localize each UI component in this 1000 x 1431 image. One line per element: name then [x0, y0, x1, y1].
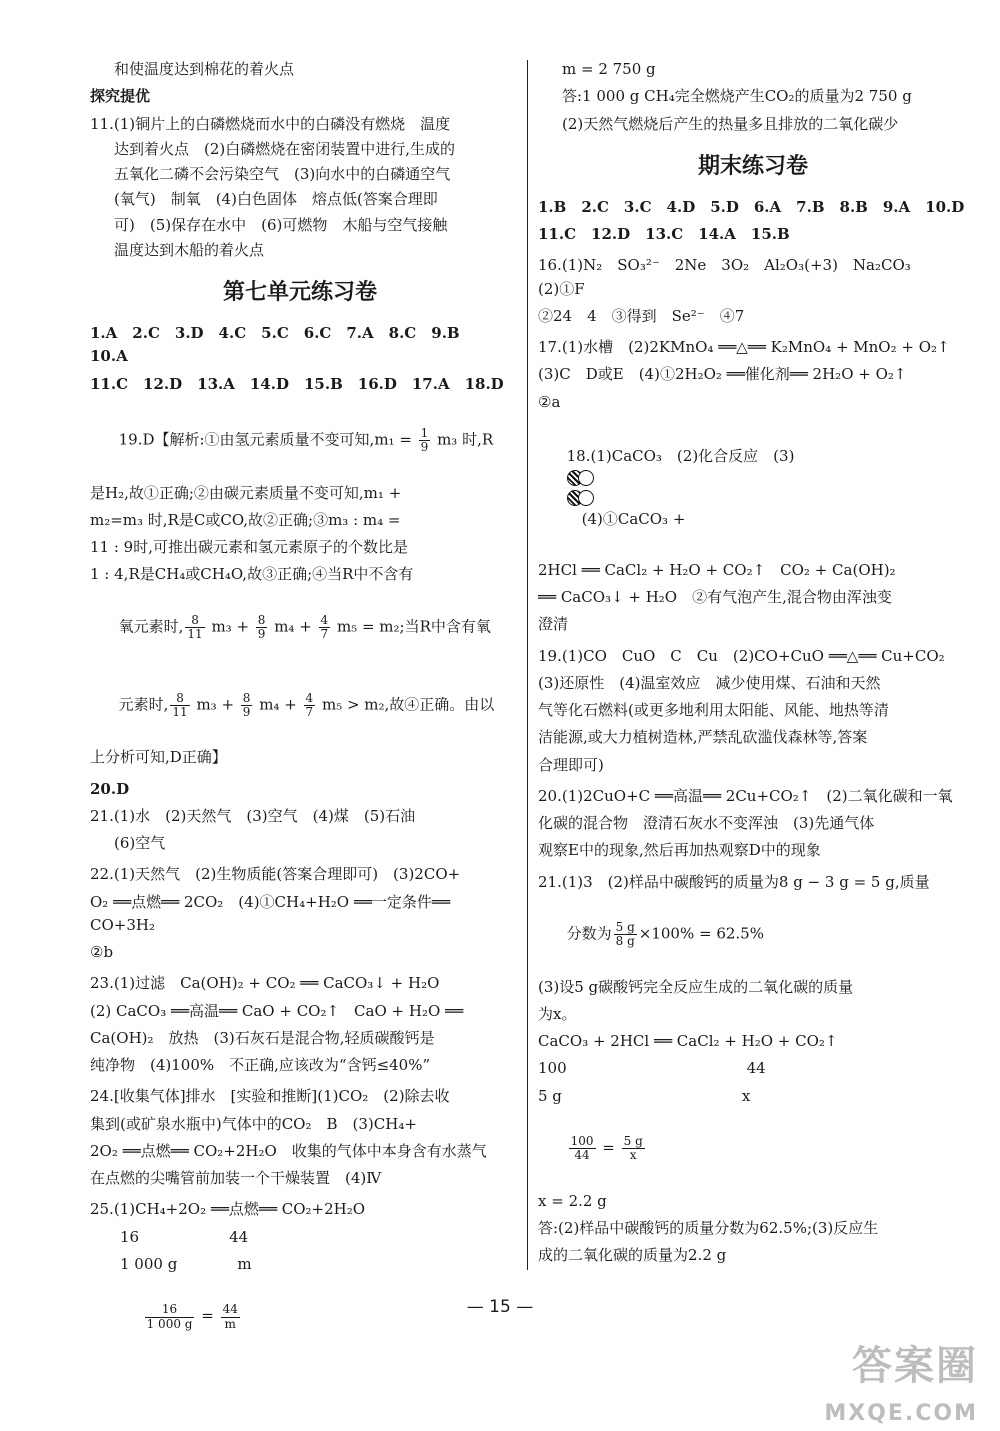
denominator: 11 [172, 705, 188, 720]
answer-25 [90, 1198, 510, 1354]
text-line: x = 2.2 g [538, 1191, 607, 1210]
text-line: (3)设5 g碳酸钙完全反应生成的二氧化碳的质量 [538, 977, 854, 996]
text-line: (3)C D或E (4)①2H₂O₂ ══催化剂══ 2H₂O + O₂↑ [538, 365, 907, 384]
molecule-icon [567, 468, 593, 488]
fraction [622, 1135, 645, 1162]
proportion-line: $\frac{100}{44}$ = $\frac{5 g}{x}$ [570, 1134, 643, 1163]
text-line [90, 591, 510, 665]
fraction [419, 427, 431, 454]
text-segment: 氧元素时, [118, 617, 184, 636]
text-line: (氧气) 制氧 (4)白色固体 熔点低(答案合理即 [114, 190, 438, 209]
answer-22 [90, 863, 510, 964]
text-line: 澄清 [538, 615, 569, 634]
text-segment: m₅ > m₂,故④正确。由以 [317, 695, 495, 714]
answer-20: 20.D [90, 779, 130, 798]
multiple-choice-answers [538, 196, 968, 247]
text-segment: (4)①CaCO₃ + [566, 510, 686, 529]
text-line: 1.B 2.C 3.C 4.D 5.D 6.A 7.B 8.B 9.A 10.D [538, 197, 965, 216]
answer-24 [90, 1085, 510, 1190]
fraction [614, 921, 637, 948]
text-line: 1 000 g m [90, 1254, 252, 1273]
text-line: O₂ ══点燃══ 2CO₂ (4)①CH₄+H₂O ══一定条件══ CO+3H₂ [90, 892, 455, 934]
watermark-text: 答案圈 [852, 1343, 978, 1389]
text-segment: 19.D【解析:①由氢元素质量不变可知,m₁ = [118, 430, 417, 449]
text-line [90, 669, 510, 743]
text-line: Ca(OH)₂ 放热 (3)石灰石是混合物,轻质碳酸钙是 [90, 1028, 435, 1047]
text-line: ②a [538, 392, 561, 411]
text-segment: 18.(1)CaCO₃ (2)化合反应 (3) [566, 447, 795, 466]
text-line: 可) (5)保存在水中 (6)可燃物 木船与空气接触 [114, 215, 448, 234]
answer-19 [90, 404, 510, 770]
multiple-choice-answers [90, 322, 510, 396]
text-line: 11 : 9时,可推出碳元素和氢元素原子的个数比是 [90, 538, 408, 557]
page-number: — 15 — [466, 1296, 534, 1317]
numerator: 4 [305, 690, 314, 705]
molecule-diagram-icon [567, 468, 593, 508]
text-line: 2O₂ ══点燃══ CO₂+2H₂O 收集的气体中本身含有水蒸气 [90, 1141, 487, 1160]
text-segment: m₃ + [191, 695, 239, 714]
text-line: 成的二氧化碳的质量为2.2 g [538, 1246, 727, 1265]
denominator: 9 [257, 627, 266, 642]
text-line: 11.(1)铜片上的白磷燃烧而水中的白磷没有燃烧 温度 [90, 114, 451, 133]
answer-18 [538, 422, 968, 637]
text-line: 观察E中的现象,然后再加热观察D中的现象 [538, 841, 821, 860]
watermark-url: MXQE.COM [824, 1401, 978, 1426]
text-line: 化碳的混合物 澄清石灰水不变浑浊 (3)先通气体 [538, 814, 875, 833]
text-line: 合理即可) [538, 755, 604, 774]
text-line: 为x。 [538, 1004, 577, 1023]
text-line: 纯净物 (4)100% 不正确,应该改为“含钙≤40%” [90, 1056, 431, 1075]
text-line: 23.(1)过滤 Ca(OH)₂ + CO₂ ══ CaCO₃↓ + H₂O [90, 974, 440, 993]
text-segment: m₄ + [254, 695, 302, 714]
text-line: 温度达到木船的着火点 [114, 240, 265, 259]
text-line: ②24 4 ③得到 Se²⁻ ④7 [538, 306, 745, 325]
numerator: 5 g [623, 1134, 643, 1149]
text-line: (3)还原性 (4)温室效应 减少使用煤、石油和天然 [538, 673, 881, 692]
fraction [241, 692, 253, 719]
molecule-icon [567, 488, 593, 508]
answer-21 [90, 805, 510, 856]
answer-17 [538, 336, 968, 414]
denominator: m [224, 1316, 236, 1331]
column-divider [527, 60, 528, 1270]
text-line: ══ CaCO₃↓ + H₂O ②有气泡产生,混合物由浑浊变 [538, 588, 892, 607]
text-line: 上分析可知,D正确】 [90, 748, 227, 767]
text-line: 21.(1)水 (2)天然气 (3)空气 (4)煤 (5)石油 [90, 806, 416, 825]
text-line: 和使温度达到棉花的着火点 [114, 60, 295, 78]
text-line: m = 2 750 g [562, 60, 656, 78]
text-line [538, 422, 968, 555]
text-line: 20.(1)2CuO+C ══高温══ 2Cu+CO₂↑ (2)二氧化碳和一氧 [538, 786, 953, 805]
text-line: CaCO₃ + 2HCl ══ CaCl₂ + H₂O + CO₂↑ [538, 1032, 838, 1051]
text-line: ②b [90, 943, 114, 962]
numerator: 5 g [615, 920, 635, 935]
answer-21 [538, 871, 968, 1268]
answer-23 [90, 972, 510, 1077]
text-line: 2HCl ══ CaCl₂ + H₂O + CO₂↑ CO₂ + Ca(OH)₂ [538, 560, 896, 579]
text-segment: m₃ + [206, 617, 254, 636]
text-line: 16.(1)N₂ SO₃²⁻ 2Ne 3O₂ Al₂O₃(+3) Na₂CO₃ (2)①F [538, 256, 926, 298]
right-column [538, 58, 968, 1276]
text-line: 答:1 000 g CH₄完全燃烧产生CO₂的质量为2 750 g [562, 87, 912, 106]
denominator: 1 000 g [146, 1316, 193, 1331]
watermark-logo [778, 1335, 978, 1426]
fraction [256, 614, 268, 641]
fraction [304, 692, 316, 719]
section-heading-final: 期末练习卷 [697, 153, 808, 179]
text-line: 是H₂,故①正确;②由碳元素质量不变可知,m₁ + [90, 483, 402, 502]
text-line: 五氧化二磷不会污染空气 (3)向水中的白磷通空气 [114, 165, 451, 183]
answer-11 [90, 113, 510, 263]
text-segment: 元素时, [118, 695, 169, 714]
text-segment: 分数为 [566, 924, 612, 943]
denominator: x [629, 1148, 637, 1163]
text-segment: m₄ + [269, 617, 317, 636]
text-line: 在点燃的尖嘴管前加装一个干燥装置 (4)Ⅳ [90, 1169, 382, 1188]
text-line: 17.(1)水槽 (2)2KMnO₄ ══△══ K₂MnO₄ + MnO₂ + O₂↑ [538, 338, 950, 357]
text-segment: m₃ 时,R [432, 430, 494, 449]
text-line: 19.(1)CO CuO C Cu (2)CO+CuO ══△══ Cu+CO₂ [538, 646, 945, 665]
text-line: 100 44 [538, 1059, 766, 1078]
numerator: 8 [170, 692, 189, 706]
answer-20 [538, 785, 968, 863]
numerator: 8 [242, 690, 251, 705]
text-line: 16 44 [90, 1227, 249, 1246]
text-line [90, 404, 510, 478]
numerator: 1 [420, 426, 429, 441]
numerator: 4 [320, 612, 329, 627]
text-line: 答:(2)样品中碳酸钙的质量分数为62.5%;(3)反应生 [538, 1219, 879, 1238]
text-line: 洁能源,或大力植树造林,严禁乱砍滥伐森林等,答案 [538, 728, 868, 747]
fraction [569, 1135, 596, 1162]
text-line: 集到(或矿泉水瓶中)气体中的CO₂ B (3)CH₄+ [90, 1114, 417, 1133]
text-line: 5 g x [538, 1086, 751, 1105]
numerator: 8 [185, 614, 204, 628]
denominator: 9 [420, 440, 429, 455]
numerator: 8 [257, 612, 266, 627]
text-line: 11.C 12.D 13.A 14.D 15.B 16.D 17.A 18.D [90, 374, 504, 393]
text-line: 25.(1)CH₄+2O₂ ══点燃══ CO₂+2H₂O [90, 1200, 366, 1219]
text-line: m₂=m₃ 时,R是C或CO,故②正确;③m₃ : m₄ = [90, 510, 401, 529]
denominator: 8 g [615, 934, 635, 949]
denominator: 44 [574, 1148, 590, 1163]
fraction [185, 614, 204, 641]
denominator: 7 [305, 705, 314, 720]
text-line: (2) CaCO₃ ══高温══ CaO + CO₂↑ CaO + H₂O ══ [90, 1001, 464, 1020]
denominator: 11 [187, 627, 203, 642]
answer-19 [538, 645, 968, 777]
text-line [538, 898, 968, 972]
text-line: 1 : 4,R是CH₄或CH₄O,故③正确;④当R中不含有 [90, 565, 414, 584]
section-heading-unit7: 第七单元练习卷 [222, 280, 377, 305]
numerator: 16 [145, 1303, 195, 1317]
text-line: (6)空气 [114, 834, 166, 853]
left-column [90, 58, 510, 1362]
text-line: 气等化石燃料(或更多地利用太阳能、风能、地热等清 [538, 701, 889, 720]
fraction [170, 692, 189, 719]
text-line: 1.A 2.C 3.D 4.C 5.C 6.C 7.A 8.C 9.B 10.A [90, 324, 475, 366]
text-segment: ×100% = 62.5% [638, 924, 764, 943]
denominator: 7 [320, 627, 329, 642]
text-line: 22.(1)天然气 (2)生物质能(答案合理即可) (3)2CO+ [90, 865, 461, 884]
fraction [319, 614, 331, 641]
text-line: 24.[收集气体]排水 [实验和推断](1)CO₂ (2)除去收 [90, 1087, 450, 1106]
answer-16 [538, 254, 968, 328]
denominator: 9 [242, 705, 251, 720]
text-line: 21.(1)3 (2)样品中碳酸钙的质量为8 g − 3 g = 5 g,质量 [538, 872, 930, 891]
text-line: 11.C 12.D 13.C 14.A 15.B [538, 225, 790, 244]
numerator: 44 [222, 1302, 238, 1317]
text-segment: m₅ = m₂;当R中含有氧 [332, 617, 491, 636]
section-label-explore: 探究提优 [90, 87, 151, 106]
text-line: 达到着火点 (2)白磷燃烧在密闭装置中进行,生成的 [114, 139, 456, 158]
text-line: (2)天然气燃烧后产生的热量多且排放的二氧化碳少 [562, 114, 899, 133]
numerator: 100 [570, 1134, 594, 1149]
proportion-line: $\frac{16}{1 000 g}$ = $\frac{44}{m}$ [146, 1302, 238, 1331]
